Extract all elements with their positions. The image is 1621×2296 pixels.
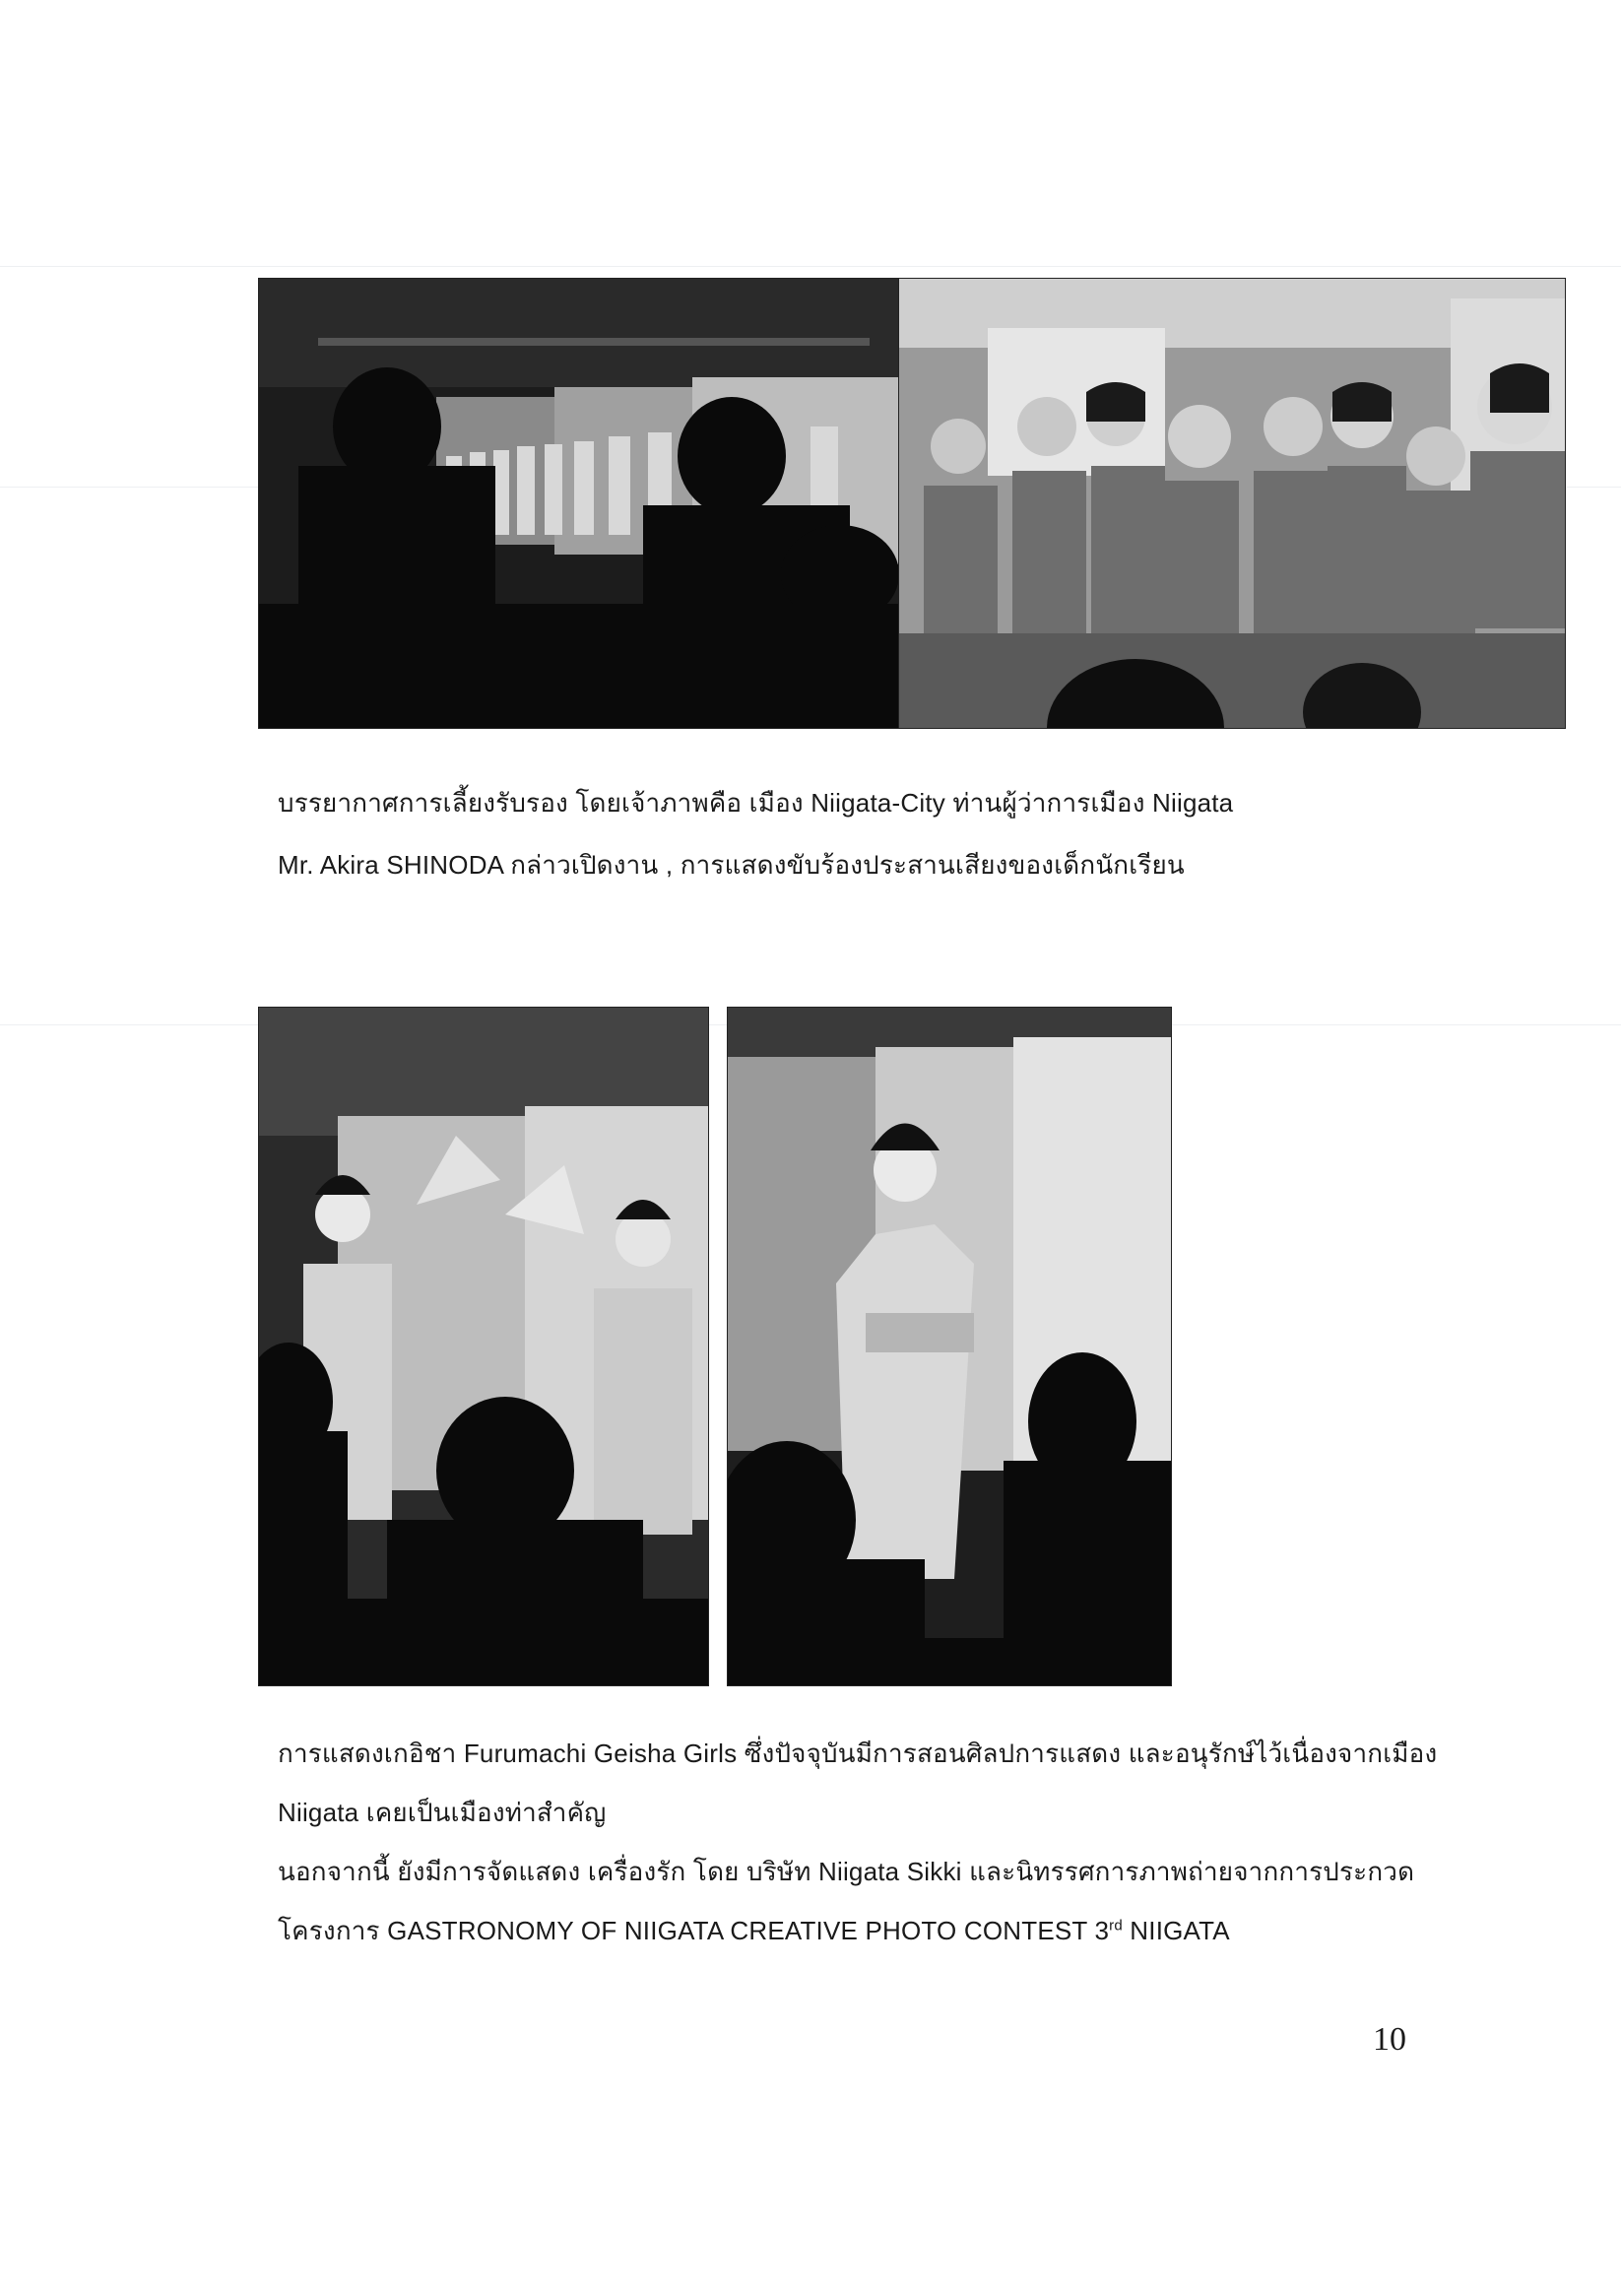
scan-line: [0, 266, 1621, 267]
photo-choir-wide: [258, 278, 900, 729]
caption-2-line-4-end: NIIGATA: [1122, 1916, 1230, 1945]
photo-geisha-solo: [727, 1007, 1172, 1686]
caption-2-line-4: [278, 1911, 1230, 1952]
caption-2-line-2: Niigata เคยเป็นเมืองท่าสำคัญ: [278, 1798, 607, 1827]
caption-2-line-1: การแสดงเกอิชา Furumachi Geisha Girls ซึ่งปัจจุบันมีการสอนศิลปการแสดง และอนุรักษ์ไว้เนื่องจากเมือง: [278, 1738, 1438, 1768]
caption-1-line-1: บรรยากาศการเลี้ยงรับรอง โดยเจ้าภาพคือ เมือง Niigata-City ท่านผู้ว่าการเมือง Niigata: [278, 788, 1234, 818]
caption-2-line-4-main: โครงการ GASTRONOMY OF NIIGATA CREATIVE PHOTO CONTEST 3: [278, 1916, 1110, 1945]
page-number: 10: [1373, 2021, 1406, 2058]
ordinal-suffix: rd: [1109, 1917, 1123, 1935]
photo-choir-close: [898, 278, 1566, 729]
caption-2-line-3: นอกจากนี้ ยังมีการจัดแสดง เครื่องรัก โดย บริษัท Niigata Sikki และนิทรรศการภาพถ่ายจากการประกวด: [278, 1857, 1415, 1886]
caption-1-line-2: Mr. Akira SHINODA กล่าวเปิดงาน , การแสดงขับร้องประสานเสียงของเด็กนักเรียน: [278, 850, 1185, 880]
photo-geisha-duo: [258, 1007, 709, 1686]
